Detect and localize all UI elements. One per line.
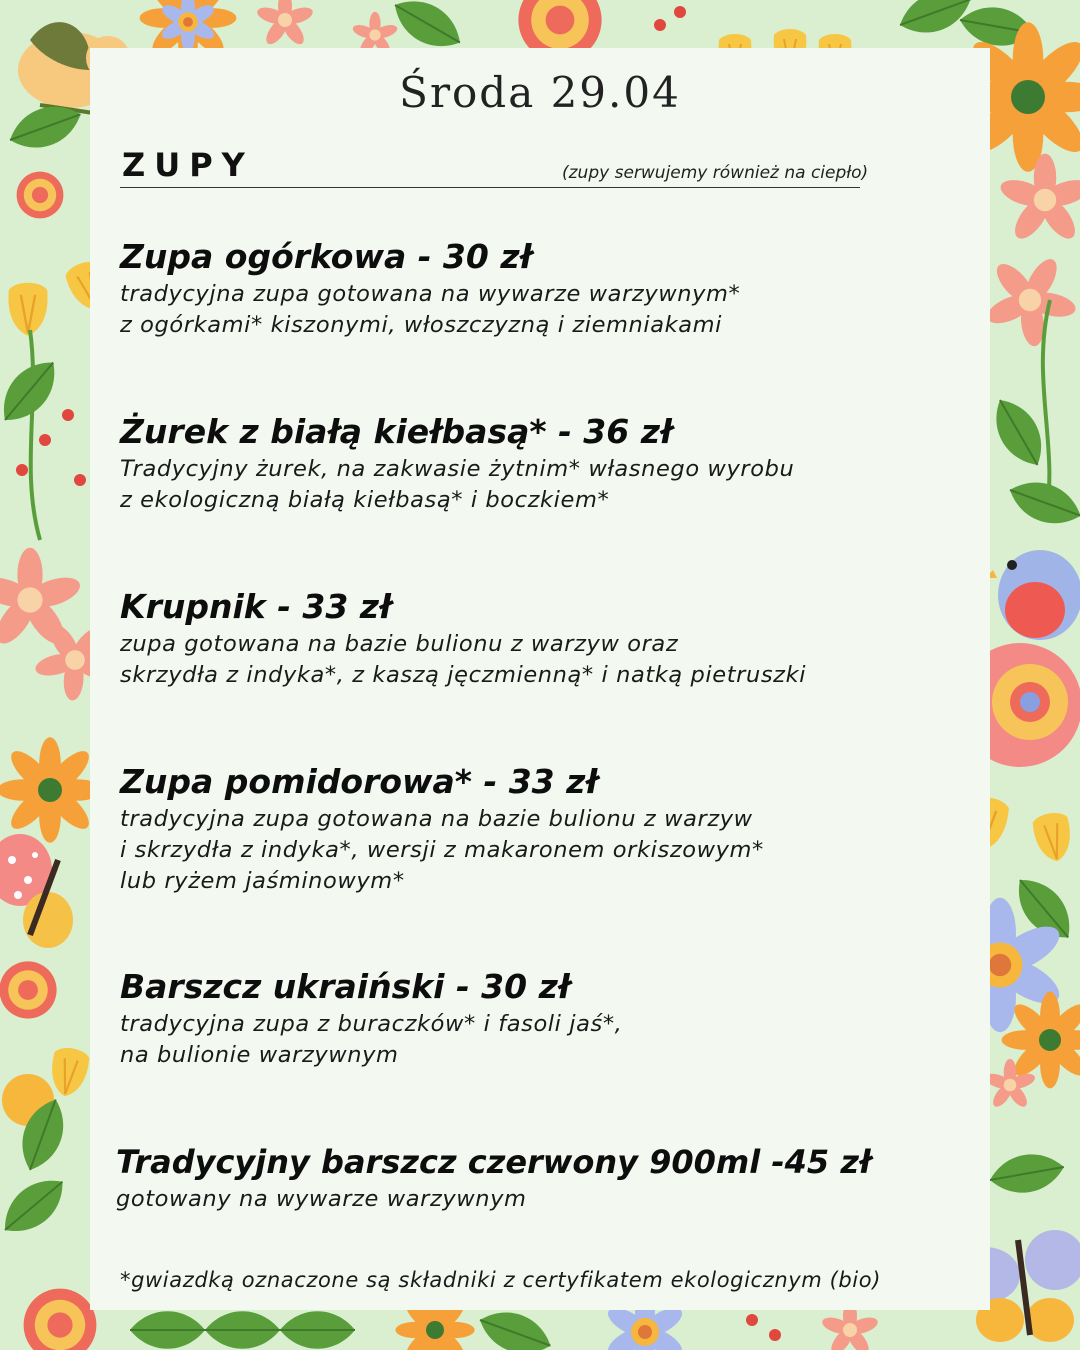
menu-item xyxy=(116,1142,976,1215)
berry-icon xyxy=(674,6,686,18)
description-line: zupa gotowana na bazie bulionu z warzyw oraz xyxy=(120,631,679,657)
description-line: tradycyjna zupa gotowana na bazie bulionu z warzyw xyxy=(120,806,753,832)
leaf-icon xyxy=(1004,472,1080,533)
berry-icon xyxy=(16,464,28,476)
leaf-icon xyxy=(987,1149,1067,1199)
menu-item-title: Krupnik - 33 zł xyxy=(120,587,392,626)
berry-icon xyxy=(39,434,51,446)
section-divider xyxy=(120,187,860,188)
menu-item-description xyxy=(120,804,980,897)
description-line: tradycyjna zupa z buraczków* i fasoli jaś*, xyxy=(120,1011,623,1037)
description-line: gotowany na wywarze warzywnym xyxy=(116,1186,527,1212)
leaf-icon xyxy=(0,1167,75,1244)
menu-item-title: Barszcz ukraiński - 30 zł xyxy=(120,967,571,1006)
description-line: z ogórkami* kiszonymi, włoszczyzną i ziemniakami xyxy=(120,312,723,338)
leaf-icon xyxy=(280,1311,355,1349)
berry-icon xyxy=(654,19,666,31)
leaf-icon xyxy=(130,1311,205,1349)
menu-item-description xyxy=(116,1184,976,1215)
menu-item xyxy=(120,967,980,1071)
menu-item-description xyxy=(120,454,980,516)
flower-icon xyxy=(17,172,64,219)
menu-item-title: Tradycyjny barszcz czerwony 900ml -45 zł xyxy=(116,1143,871,1181)
description-line: na bulionie warzywnym xyxy=(120,1042,399,1068)
description-line: Tradycyjny żurek, na zakwasie żytnim* własnego wyrobu xyxy=(120,456,795,482)
description-line: tradycyjna zupa gotowana na wywarze warzywnym* xyxy=(120,281,741,307)
menu-item xyxy=(120,237,980,341)
menu-item xyxy=(120,762,980,897)
description-line: i skrzydła z indyka*, wersji z makaronem orkiszowym* xyxy=(120,837,764,863)
berry-icon xyxy=(769,1329,781,1341)
menu-item-description xyxy=(120,629,980,691)
section-note: (zupy serwujemy również na ciepło) xyxy=(562,163,869,183)
menu-item-description xyxy=(120,279,980,341)
bird-icon xyxy=(985,550,1080,640)
flower-icon xyxy=(24,1289,97,1350)
berry-icon xyxy=(62,409,74,421)
menu-item-title: Zupa ogórkowa - 30 zł xyxy=(120,237,532,276)
menu-item-title: Żurek z białą kiełbasą* - 36 zł xyxy=(120,412,673,451)
footnote: *gwiazdką oznaczone są składniki z certyfikatem ekologicznym (bio) xyxy=(120,1268,881,1292)
description-line: z ekologiczną białą kiełbasą* i boczkiem* xyxy=(120,487,610,513)
tulip-icon xyxy=(8,283,47,336)
section-title: ZUPY xyxy=(122,146,254,184)
butterfly-icon xyxy=(0,834,73,948)
menu-item-description xyxy=(120,1009,980,1071)
tulip-icon xyxy=(47,1045,91,1099)
berry-icon xyxy=(746,1314,758,1326)
description-line: lub ryżem jaśminowym* xyxy=(120,868,405,894)
tulip-icon xyxy=(1031,810,1075,864)
flower-icon xyxy=(0,961,57,1018)
flower-icon xyxy=(0,737,103,843)
flower-icon xyxy=(997,154,1080,245)
flower-icon xyxy=(255,0,314,48)
flower-icon xyxy=(0,548,84,650)
menu-item-title: Zupa pomidorowa* - 33 zł xyxy=(120,762,598,801)
menu-item xyxy=(120,587,980,691)
description-line: skrzydła z indyka*, z kaszą jęczmienną* i natką pietruszki xyxy=(120,662,807,688)
leaf-icon xyxy=(205,1311,280,1349)
berry-icon xyxy=(74,474,86,486)
menu-item xyxy=(120,412,980,516)
page-title: Środa 29.04 xyxy=(399,68,681,117)
